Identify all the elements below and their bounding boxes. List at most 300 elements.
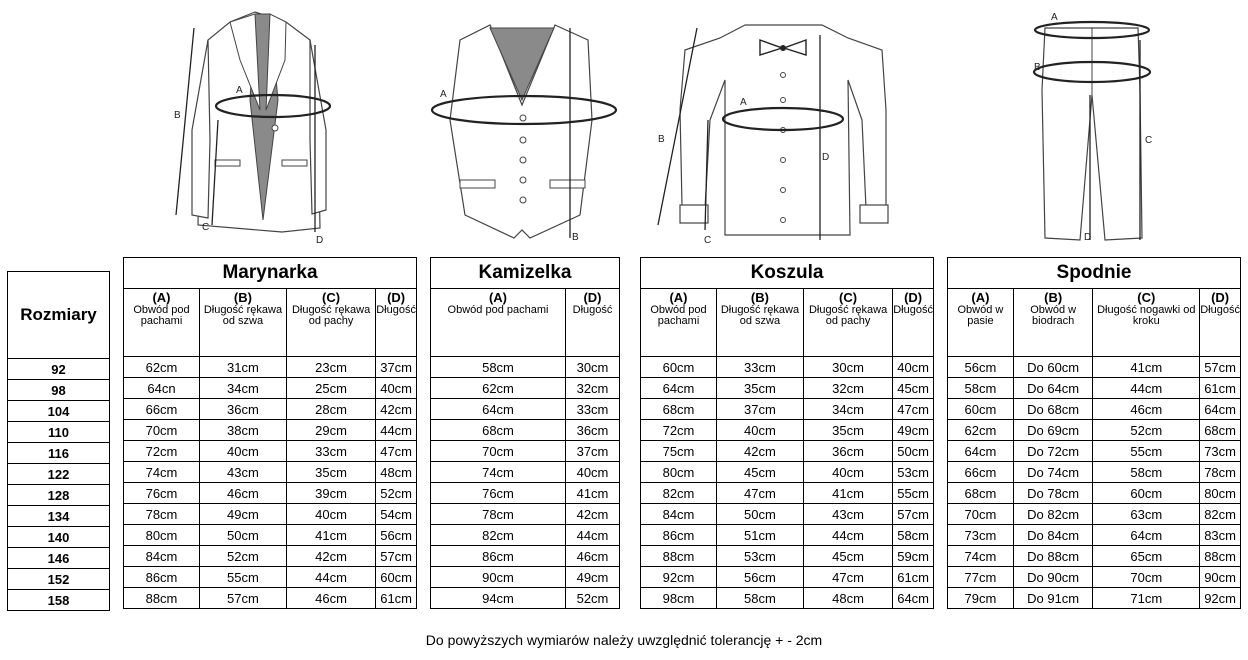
column-letter: (D) — [387, 290, 406, 305]
table-row — [124, 399, 417, 420]
size-value: 98 — [8, 380, 110, 401]
measurement-cell: 75cm — [641, 441, 717, 462]
table-row — [124, 567, 417, 588]
table-row — [948, 525, 1241, 546]
table-row — [641, 546, 934, 567]
measurement-cell: 72cm — [124, 441, 200, 462]
measurement-cell: 84cm — [641, 504, 717, 525]
measurement-cell: Do 91cm — [1013, 588, 1093, 609]
column-label: Obwód pod pachami — [650, 303, 707, 327]
jacket-label-d: D — [316, 235, 324, 246]
size-row — [8, 443, 110, 464]
measurement-cell: 82cm — [431, 525, 566, 546]
measurement-cell: 57cm — [376, 546, 417, 567]
measurement-cell: 74cm — [124, 462, 200, 483]
table-row — [641, 378, 934, 399]
measurement-cell: Do 82cm — [1013, 504, 1093, 525]
measurement-cell: 62cm — [948, 420, 1014, 441]
column-label: Długość — [1200, 303, 1240, 316]
measurement-cell: 48cm — [376, 462, 417, 483]
column-letter: (B) — [750, 290, 769, 305]
size-value: 122 — [8, 464, 110, 485]
column-letter: (C) — [839, 290, 858, 305]
measurement-cell: 90cm — [431, 567, 566, 588]
measurement-cell: Do 64cm — [1013, 378, 1093, 399]
measurement-cell: 78cm — [1200, 462, 1241, 483]
measurement-cell: 31cm — [200, 357, 287, 378]
measurement-cell: 44cm — [376, 420, 417, 441]
measurement-cell: 40cm — [893, 357, 934, 378]
shirt-label-d: D — [822, 152, 830, 163]
column-header — [1200, 289, 1241, 357]
column-letter: (D) — [583, 290, 602, 305]
jacket-illustration — [170, 0, 340, 250]
column-letter: (A) — [971, 290, 990, 305]
size-row — [8, 506, 110, 527]
measurement-cell: 64cm — [893, 588, 934, 609]
measurement-cell: 55cm — [200, 567, 287, 588]
measurement-cell: 41cm — [286, 525, 375, 546]
column-label: Obwód w pasie — [957, 303, 1004, 327]
measurement-cell: 50cm — [717, 504, 804, 525]
measurement-cell: 37cm — [717, 399, 804, 420]
table-row — [641, 567, 934, 588]
measurement-cell: 25cm — [286, 378, 375, 399]
measurement-cell: 63cm — [1093, 504, 1200, 525]
measurement-cell: 74cm — [431, 462, 566, 483]
measurement-cell: 58cm — [948, 378, 1014, 399]
measurement-cell: 64cn — [124, 378, 200, 399]
measurement-cell: 65cm — [1093, 546, 1200, 567]
table-row — [948, 483, 1241, 504]
measurement-cell: 73cm — [948, 525, 1014, 546]
column-header — [1093, 289, 1200, 357]
measurement-cell: Do 88cm — [1013, 546, 1093, 567]
measurement-cell: 80cm — [124, 525, 200, 546]
column-label: Długość nogawki od kroku — [1097, 303, 1196, 327]
table-row — [431, 378, 620, 399]
measurement-cell: 41cm — [1093, 357, 1200, 378]
measurement-cell: 57cm — [893, 504, 934, 525]
column-header — [803, 289, 892, 357]
measurement-cell: 70cm — [124, 420, 200, 441]
column-letter: (B) — [233, 290, 252, 305]
table-row — [948, 588, 1241, 609]
measurement-cell: 56cm — [376, 525, 417, 546]
sizes-header: Rozmiary — [8, 272, 110, 359]
table-row — [124, 483, 417, 504]
table-row — [431, 399, 620, 420]
measurement-cell: 49cm — [200, 504, 287, 525]
measurement-cell: 52cm — [200, 546, 287, 567]
measurement-cell: 84cm — [124, 546, 200, 567]
measurement-cell: 23cm — [286, 357, 375, 378]
table-row — [641, 399, 934, 420]
measurement-cell: 88cm — [124, 588, 200, 609]
table-row — [948, 441, 1241, 462]
table-row — [124, 378, 417, 399]
size-row — [8, 422, 110, 443]
size-row — [8, 548, 110, 569]
measurement-cell: 30cm — [566, 357, 620, 378]
table-row — [431, 504, 620, 525]
measurement-cell: 34cm — [200, 378, 287, 399]
measurement-cell: 35cm — [803, 420, 892, 441]
measurement-cell: 44cm — [1093, 378, 1200, 399]
size-value: 104 — [8, 401, 110, 422]
measurement-cell: 57cm — [200, 588, 287, 609]
column-header — [893, 289, 934, 357]
column-letter: (C) — [322, 290, 341, 305]
measurement-cell: 45cm — [803, 546, 892, 567]
measurement-cell: 86cm — [124, 567, 200, 588]
measurement-cell: 49cm — [893, 420, 934, 441]
measurement-cell: Do 90cm — [1013, 567, 1093, 588]
measurement-cell: Do 68cm — [1013, 399, 1093, 420]
table-row — [431, 525, 620, 546]
size-value: 110 — [8, 422, 110, 443]
size-value: 128 — [8, 485, 110, 506]
table-row — [431, 567, 620, 588]
measurement-cell: 47cm — [803, 567, 892, 588]
pants-label-a: A — [1051, 12, 1058, 23]
pants-label-b: B — [1034, 62, 1041, 73]
measurement-cell: 56cm — [948, 357, 1014, 378]
measurement-cell: 83cm — [1200, 525, 1241, 546]
measurement-cell: 44cm — [566, 525, 620, 546]
column-label: Długość rękawa od szwa — [203, 303, 283, 327]
size-row — [8, 401, 110, 422]
measurement-cell: 43cm — [803, 504, 892, 525]
measurement-cell: 92cm — [641, 567, 717, 588]
measurement-cell: 45cm — [893, 378, 934, 399]
column-header — [200, 289, 287, 357]
measurement-cell: 40cm — [717, 420, 804, 441]
table-row — [431, 420, 620, 441]
measurement-cell: 53cm — [717, 546, 804, 567]
column-header — [717, 289, 804, 357]
table-row — [431, 546, 620, 567]
measurement-cell: 37cm — [376, 357, 417, 378]
column-header — [286, 289, 375, 357]
table-row — [948, 546, 1241, 567]
table-row — [948, 462, 1241, 483]
measurement-cell: Do 78cm — [1013, 483, 1093, 504]
table-row — [124, 525, 417, 546]
measurement-cell: 46cm — [286, 588, 375, 609]
measurement-cell: 60cm — [641, 357, 717, 378]
table-row — [431, 462, 620, 483]
measurement-cell: Do 69cm — [1013, 420, 1093, 441]
measurement-cell: 94cm — [431, 588, 566, 609]
measurement-cell: 70cm — [948, 504, 1014, 525]
table-row — [124, 504, 417, 525]
measurement-cell: 33cm — [717, 357, 804, 378]
measurement-cell: 58cm — [1093, 462, 1200, 483]
pants-label-d: D — [1084, 232, 1092, 243]
measurement-cell: 80cm — [1200, 483, 1241, 504]
measurement-cell: 70cm — [431, 441, 566, 462]
measurement-cell: 90cm — [1200, 567, 1241, 588]
measurement-cell: 60cm — [376, 567, 417, 588]
measurement-cell: 59cm — [893, 546, 934, 567]
table-row — [948, 420, 1241, 441]
kamizelka-title: Kamizelka — [431, 258, 620, 289]
measurement-cell: 46cm — [566, 546, 620, 567]
measurement-cell: 86cm — [641, 525, 717, 546]
tolerance-footnote: Do powyższych wymiarów należy uwzględnić tolerancję + - 2cm — [425, 632, 823, 648]
measurement-cell: 78cm — [431, 504, 566, 525]
measurement-cell: 47cm — [893, 399, 934, 420]
size-row — [8, 485, 110, 506]
measurement-cell: 44cm — [286, 567, 375, 588]
measurement-cell: 76cm — [124, 483, 200, 504]
column-label: Długość — [376, 303, 416, 316]
measurement-cell: 36cm — [803, 441, 892, 462]
measurement-cell: 68cm — [948, 483, 1014, 504]
measurement-cell: 39cm — [286, 483, 375, 504]
column-header — [948, 289, 1014, 357]
measurement-cell: 74cm — [948, 546, 1014, 567]
size-row — [8, 527, 110, 548]
measurement-cell: 62cm — [431, 378, 566, 399]
measurement-cell: 40cm — [200, 441, 287, 462]
measurement-cell: 88cm — [641, 546, 717, 567]
table-row — [948, 399, 1241, 420]
table-row — [641, 504, 934, 525]
measurement-cell: 58cm — [893, 525, 934, 546]
measurement-cell: 61cm — [893, 567, 934, 588]
table-row — [948, 504, 1241, 525]
measurement-cell: 61cm — [1200, 378, 1241, 399]
measurement-cell: 40cm — [286, 504, 375, 525]
shirt-label-c: C — [704, 235, 712, 246]
measurement-cell: 40cm — [376, 378, 417, 399]
jacket-label-c: C — [202, 222, 210, 233]
size-value: 140 — [8, 527, 110, 548]
koszula-title: Koszula — [641, 258, 934, 289]
table-row — [431, 588, 620, 609]
measurement-cell: 41cm — [803, 483, 892, 504]
measurement-cell: 34cm — [803, 399, 892, 420]
table-row — [641, 588, 934, 609]
measurement-cell: 52cm — [566, 588, 620, 609]
table-row — [124, 420, 417, 441]
size-row — [8, 569, 110, 590]
size-value: 134 — [8, 506, 110, 527]
measurement-cell: Do 74cm — [1013, 462, 1093, 483]
measurement-cell: 42cm — [717, 441, 804, 462]
column-label: Obwód pod pachami — [133, 303, 190, 327]
size-row — [8, 464, 110, 485]
table-row — [641, 462, 934, 483]
column-header — [566, 289, 620, 357]
measurement-cell: 47cm — [717, 483, 804, 504]
measurement-cell: 80cm — [641, 462, 717, 483]
measurement-cell: 40cm — [803, 462, 892, 483]
measurement-cell: 58cm — [717, 588, 804, 609]
column-header — [641, 289, 717, 357]
measurement-cell: 32cm — [803, 378, 892, 399]
spodnie-table — [947, 257, 1241, 609]
table-row — [948, 567, 1241, 588]
column-label: Długość rękawa od pachy — [808, 303, 888, 327]
measurement-cell: 68cm — [1200, 420, 1241, 441]
table-row — [641, 483, 934, 504]
measurement-cell: 62cm — [124, 357, 200, 378]
vest-label-b: B — [572, 232, 579, 243]
pants-illustration — [1020, 0, 1170, 250]
size-value: 92 — [8, 359, 110, 380]
shirt-illustration — [650, 0, 890, 250]
measurement-cell: 66cm — [948, 462, 1014, 483]
table-row — [431, 357, 620, 378]
column-letter: (D) — [904, 290, 923, 305]
table-row — [948, 357, 1241, 378]
measurement-cell: 55cm — [1093, 441, 1200, 462]
measurement-cell: 98cm — [641, 588, 717, 609]
measurement-cell: Do 60cm — [1013, 357, 1093, 378]
table-row — [431, 441, 620, 462]
measurement-cell: 56cm — [717, 567, 804, 588]
size-row — [8, 380, 110, 401]
measurement-cell: 36cm — [566, 420, 620, 441]
pants-label-c: C — [1145, 135, 1153, 146]
marynarka-table — [123, 257, 417, 609]
measurement-cell: 41cm — [566, 483, 620, 504]
measurement-cell: 82cm — [1200, 504, 1241, 525]
table-row — [124, 462, 417, 483]
measurement-cell: 64cm — [1200, 399, 1241, 420]
measurement-cell: 55cm — [893, 483, 934, 504]
measurement-cell: 60cm — [948, 399, 1014, 420]
column-label: Obwód pod pachami — [447, 303, 549, 316]
measurement-cell: 44cm — [803, 525, 892, 546]
measurement-cell: 64cm — [1093, 525, 1200, 546]
column-letter: (D) — [1211, 290, 1230, 305]
measurement-cell: 47cm — [376, 441, 417, 462]
size-row — [8, 359, 110, 380]
measurement-cell: 82cm — [641, 483, 717, 504]
measurement-cell: 33cm — [566, 399, 620, 420]
measurement-cell: 78cm — [124, 504, 200, 525]
column-header — [124, 289, 200, 357]
measurement-cell: 49cm — [566, 567, 620, 588]
measurement-cell: 45cm — [717, 462, 804, 483]
column-letter: (B) — [1044, 290, 1063, 305]
column-label: Długość rękawa od szwa — [720, 303, 800, 327]
column-header — [376, 289, 417, 357]
size-value: 116 — [8, 443, 110, 464]
measurement-cell: 79cm — [948, 588, 1014, 609]
table-row — [124, 441, 417, 462]
table-row — [641, 525, 934, 546]
jacket-label-b: B — [174, 110, 181, 121]
koszula-table — [640, 257, 934, 609]
measurement-cell: 48cm — [803, 588, 892, 609]
measurement-cell: 42cm — [286, 546, 375, 567]
shirt-label-a: A — [740, 97, 747, 108]
table-row — [641, 441, 934, 462]
size-value: 158 — [8, 590, 110, 611]
measurement-cell: 42cm — [566, 504, 620, 525]
table-row — [948, 378, 1241, 399]
spodnie-title: Spodnie — [948, 258, 1241, 289]
column-label: Długość — [572, 303, 613, 316]
table-row — [124, 588, 417, 609]
marynarka-title: Marynarka — [124, 258, 417, 289]
measurement-cell: 70cm — [1093, 567, 1200, 588]
measurement-cell: Do 72cm — [1013, 441, 1093, 462]
measurement-cell: 60cm — [1093, 483, 1200, 504]
sizes-table — [7, 271, 110, 611]
column-letter: (A) — [152, 290, 171, 305]
table-row — [124, 546, 417, 567]
measurement-cell: 30cm — [803, 357, 892, 378]
table-row — [641, 357, 934, 378]
measurement-cell: 68cm — [641, 399, 717, 420]
measurement-cell: 46cm — [1093, 399, 1200, 420]
size-value: 152 — [8, 569, 110, 590]
measurement-cell: 50cm — [893, 441, 934, 462]
measurement-cell: 61cm — [376, 588, 417, 609]
measurement-cell: 77cm — [948, 567, 1014, 588]
measurement-cell: 88cm — [1200, 546, 1241, 567]
measurement-cell: 57cm — [1200, 357, 1241, 378]
measurement-cell: 64cm — [948, 441, 1014, 462]
measurement-cell: Do 84cm — [1013, 525, 1093, 546]
kamizelka-table — [430, 257, 620, 609]
measurement-cell: 38cm — [200, 420, 287, 441]
measurement-cell: 40cm — [566, 462, 620, 483]
measurement-cell: 46cm — [200, 483, 287, 504]
measurement-cell: 71cm — [1093, 588, 1200, 609]
measurement-cell: 76cm — [431, 483, 566, 504]
measurement-cell: 52cm — [376, 483, 417, 504]
measurement-cell: 52cm — [1093, 420, 1200, 441]
measurement-cell: 53cm — [893, 462, 934, 483]
measurement-cell: 28cm — [286, 399, 375, 420]
column-label: Długość rękawa od pachy — [291, 303, 371, 327]
measurement-cell: 33cm — [286, 441, 375, 462]
measurement-cell: 92cm — [1200, 588, 1241, 609]
measurement-cell: 72cm — [641, 420, 717, 441]
column-letter: (A) — [669, 290, 688, 305]
size-row — [8, 590, 110, 611]
table-row — [641, 420, 934, 441]
measurement-cell: 51cm — [717, 525, 804, 546]
measurement-cell: 66cm — [124, 399, 200, 420]
measurement-cell: 43cm — [200, 462, 287, 483]
measurement-cell: 35cm — [286, 462, 375, 483]
measurement-cell: 37cm — [566, 441, 620, 462]
table-row — [124, 357, 417, 378]
measurement-cell: 50cm — [200, 525, 287, 546]
vest-label-a: A — [440, 89, 447, 100]
column-label: Obwód w biodrach — [1030, 303, 1077, 327]
vest-illustration — [430, 0, 630, 250]
measurement-cell: 32cm — [566, 378, 620, 399]
measurement-cell: 73cm — [1200, 441, 1241, 462]
table-row — [431, 483, 620, 504]
measurement-cell: 64cm — [431, 399, 566, 420]
measurement-cell: 68cm — [431, 420, 566, 441]
jacket-label-a: A — [236, 85, 243, 96]
column-letter: (A) — [488, 290, 508, 305]
measurement-cell: 35cm — [717, 378, 804, 399]
shirt-label-b: B — [658, 134, 665, 145]
column-header — [431, 289, 566, 357]
